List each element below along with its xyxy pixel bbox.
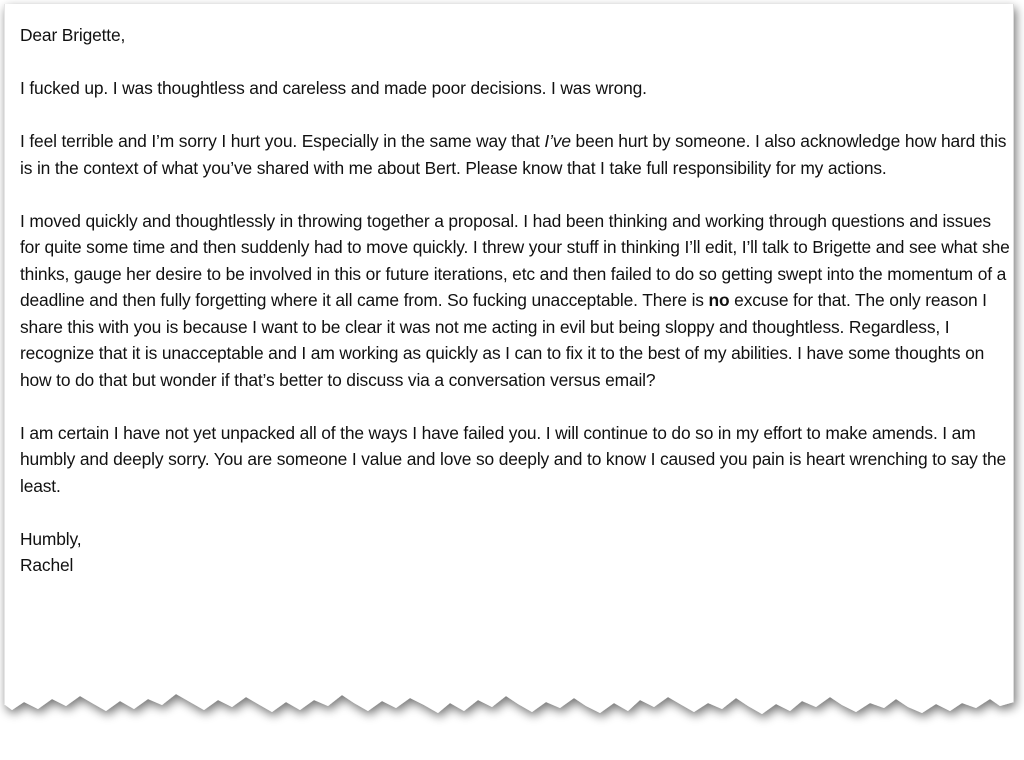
paragraph-2-emphasis: I’ve bbox=[544, 131, 571, 151]
letter-paragraph-4: I am certain I have not yet unpacked all of the ways I have failed you. I will continue to do so in my effort to make amends. I am humbly and deeply sorry. You are someone I value and love so deeply and to know I caused you pain is heart wrenching to say the least. bbox=[20, 422, 1007, 496]
paragraph-2-text-a: I feel terrible and I’m sorry I hurt you. Especially in the same way that bbox=[20, 131, 545, 151]
letter-body bbox=[20, 22, 1010, 579]
paper-left-edge bbox=[4, 4, 5, 704]
letter-signature: Rachel bbox=[20, 555, 74, 575]
letter-closing: Humbly, bbox=[20, 528, 82, 549]
letter-salutation: Dear Brigette, bbox=[20, 25, 126, 45]
paragraph-2-text-b: been hurt by someone. I also acknowledge how hard this is in the context of what you’ve shared with me about Bert. Please know that I take full responsibility for my actions. bbox=[20, 131, 1007, 178]
letter-paragraph-1: I fucked up. I was thoughtless and careless and made poor decisions. I was wrong. bbox=[20, 78, 647, 98]
paragraph-3-text-b: excuse for that. The only reason I share this with you is because I want to be clear it was not me acting in evil but being sloppy and thoughtless. Regardless, I recognize that it is unacceptable and I am working as quickly as I can to fix it to the best of my abilities. I have some thoughts on how to do that but wonder if that’s better to discuss via a conversation versus email? bbox=[20, 290, 987, 390]
paragraph-3-bold-word: no bbox=[708, 290, 730, 310]
letter-paragraph-3 bbox=[20, 208, 1010, 394]
paragraph-3-text-a: I moved quickly and thoughtlessly in throwing together a proposal. I had been thinking and working through questions and issues for quite some time and then suddenly had to move quickly. I threw your stuff in thinking I’ll edit, I’ll talk to Brigette and see what she thinks, gauge her desire to be involved in this or future iterations, etc and then failed to do so getting swept into the momentum of a deadline and then fully forgetting where it all came from. So fucking unacceptable. There is bbox=[20, 210, 1010, 310]
paper-right-edge bbox=[1013, 4, 1014, 702]
letter-paragraph-2 bbox=[20, 128, 1010, 181]
